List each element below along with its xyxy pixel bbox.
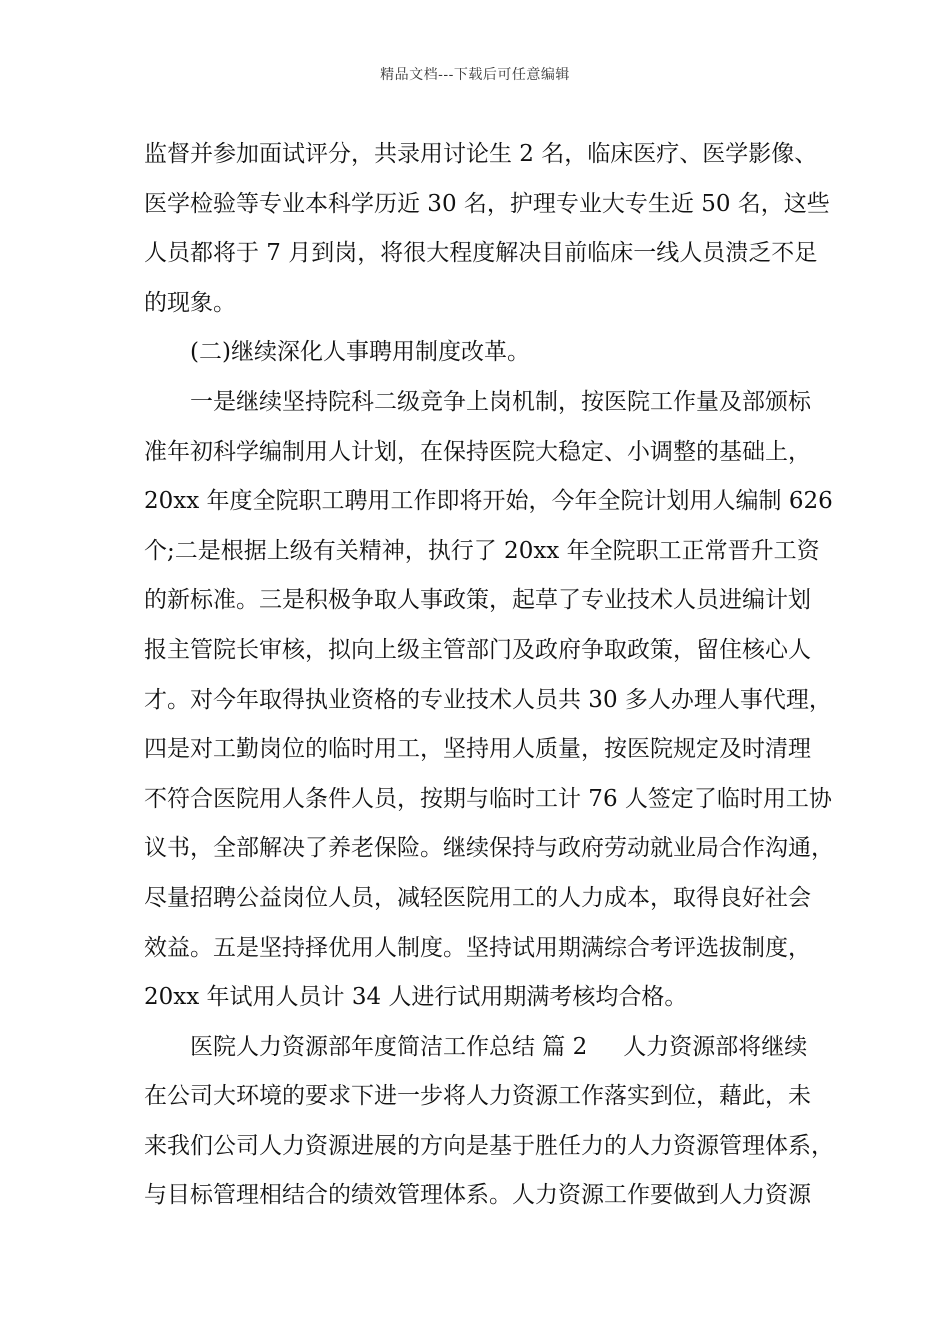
body-line: 准年初科学编制用人计划，在保持医院大稳定、小调整的基础上，: [144, 438, 811, 465]
body-line: 报主管院长审核，拟向上级主管部门及政府争取政策，留住核心人: [144, 636, 811, 663]
body-line: 与目标管理相结合的绩效管理体系。人力资源工作要做到人力资源: [144, 1182, 811, 1209]
body-line: 四是对工勤岗位的临时用工，坚持用人质量，按医院规定及时清理: [144, 736, 811, 763]
body-line: 尽量招聘公益岗位人员，减轻医院用工的人力成本，取得良好社会: [144, 884, 811, 911]
body-line: 在公司大环境的要求下进一步将人力资源工作落实到位，藉此，未: [144, 1083, 811, 1110]
body-line: 20xx 年度全院职工聘用工作即将开始，今年全院计划用人编制 626: [144, 488, 833, 515]
body-line: 个;二是根据上级有关精神，执行了 20xx 年全院职工正常晋升工资: [144, 537, 820, 564]
body-line: 不符合医院用人条件人员，按期与临时工计 76 人签定了临时用工协: [144, 785, 832, 812]
body-line: 效益。五是坚持择优用人制度。坚持试用期满综合考评选拔制度，: [144, 934, 811, 961]
document-header: 精品文档---下载后可任意编辑: [380, 67, 570, 83]
body-line: 才。对今年取得执业资格的专业技术人员共 30 多人办理人事代理，: [144, 686, 832, 713]
body-line: 人员都将于 7 月到岗，将很大程度解决目前临床一线人员溃乏不足: [144, 240, 818, 267]
body-line: 议书，全部解决了养老保险。继续保持与政府劳动就业局合作沟通，: [144, 835, 834, 862]
document-body: [144, 130, 834, 1221]
body-line: 医学检验等专业本科学历近 30 名，护理专业大专生近 50 名，这些: [144, 190, 830, 217]
section-lead-text: 人力资源部将继续: [623, 1033, 808, 1060]
body-line: 的现象。: [144, 289, 236, 316]
section-title: 医院人力资源部年度简洁工作总结 篇 2: [190, 1033, 588, 1060]
body-line: 的新标准。三是积极争取人事政策，起草了专业技术人员进编计划: [144, 587, 811, 614]
body-line: 监督并参加面试评分，共录用讨论生 2 名，临床医疗、医学影像、: [144, 141, 818, 167]
section-heading-line: [144, 1023, 834, 1073]
paragraph-start-line: 一是继续坚持院科二级竞争上岗机制，按医院工作量及部颁标: [190, 388, 811, 415]
body-line: 20xx 年试用人员计 34 人进行试用期满考核均合格。: [144, 984, 688, 1011]
section-subheading: (二)继续深化人事聘用制度改革。: [190, 339, 530, 366]
body-line: 来我们公司人力资源进展的方向是基于胜任力的人力资源管理体系，: [144, 1132, 834, 1159]
